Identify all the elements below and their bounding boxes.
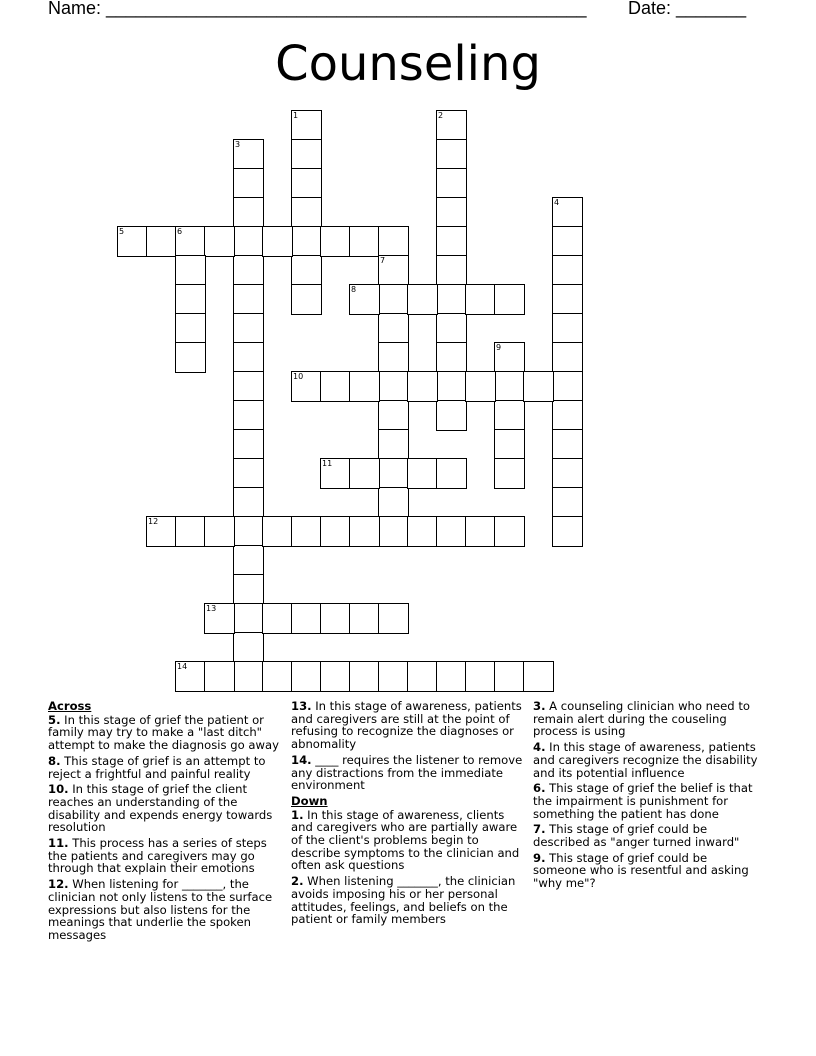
clue-number: 10 bbox=[293, 372, 304, 381]
clue-item bbox=[533, 782, 763, 820]
clue-number: 12. bbox=[48, 877, 69, 892]
grid-cell[interactable] bbox=[378, 400, 409, 431]
grid-cell[interactable] bbox=[378, 458, 409, 489]
grid-cell[interactable] bbox=[494, 458, 525, 489]
grid-cell[interactable] bbox=[552, 400, 583, 431]
grid-cell[interactable] bbox=[233, 197, 264, 228]
clue-number: 8 bbox=[351, 285, 357, 294]
name-field[interactable]: Name: ________________________________________________ bbox=[48, 0, 587, 18]
clue-item bbox=[533, 852, 763, 890]
grid-cell[interactable] bbox=[262, 226, 293, 257]
grid-cell[interactable] bbox=[494, 661, 525, 692]
clue-number: 7 bbox=[380, 256, 386, 265]
grid-cell[interactable] bbox=[378, 429, 409, 460]
grid-cell[interactable] bbox=[291, 516, 322, 547]
clue-text: When listening for _______, the clinician not only listens to the surface expressions but also listens for the meanings that underlie the spoken messages bbox=[48, 877, 273, 942]
grid-cell[interactable] bbox=[436, 139, 467, 170]
grid-cell[interactable] bbox=[552, 226, 583, 257]
grid-cell[interactable] bbox=[378, 516, 409, 547]
clue-number: 3. bbox=[533, 699, 546, 713]
clue-text: This process has a series of steps the patients and caregivers may go through that explain their emotions bbox=[48, 836, 267, 876]
grid-cell[interactable] bbox=[233, 226, 264, 257]
grid-cell[interactable] bbox=[552, 255, 583, 286]
grid-cell[interactable] bbox=[378, 342, 409, 373]
clue-number: 7. bbox=[533, 822, 546, 837]
grid-cell[interactable] bbox=[494, 284, 525, 315]
grid-cell[interactable] bbox=[523, 661, 554, 692]
clue-item bbox=[291, 754, 529, 792]
clue-text: This stage of grief the belief is that the impairment is punishment for something the patient has done bbox=[533, 781, 753, 821]
grid-cell[interactable] bbox=[291, 110, 322, 141]
grid-cell[interactable] bbox=[378, 226, 409, 257]
clue-item bbox=[291, 700, 529, 751]
grid-cell[interactable] bbox=[436, 661, 467, 692]
clue-number: 11. bbox=[48, 836, 69, 851]
grid-cell[interactable] bbox=[146, 226, 177, 257]
grid-cell[interactable] bbox=[407, 516, 438, 547]
grid-cell[interactable] bbox=[262, 603, 293, 634]
clue-item bbox=[291, 809, 529, 873]
clue-number: 2 bbox=[438, 111, 444, 120]
grid-cell[interactable] bbox=[552, 458, 583, 489]
grid-cell[interactable] bbox=[233, 661, 264, 692]
clue-number: 5 bbox=[119, 227, 125, 236]
clue-item bbox=[533, 823, 763, 848]
clue-number: 13 bbox=[206, 604, 217, 613]
grid-cell[interactable] bbox=[291, 603, 322, 634]
grid-cell[interactable] bbox=[436, 458, 467, 489]
grid-cell[interactable] bbox=[233, 458, 264, 489]
grid-cell[interactable] bbox=[233, 139, 264, 170]
clue-item bbox=[291, 875, 529, 926]
grid-cell[interactable] bbox=[291, 226, 322, 257]
grid-cell[interactable] bbox=[465, 516, 496, 547]
grid-cell[interactable] bbox=[407, 371, 438, 402]
grid-cell[interactable] bbox=[204, 516, 235, 547]
grid-cell[interactable] bbox=[378, 603, 409, 634]
grid-cell[interactable] bbox=[552, 371, 583, 402]
clue-number: 1 bbox=[293, 111, 299, 120]
grid-cell[interactable] bbox=[494, 429, 525, 460]
clue-number: 6. bbox=[533, 781, 546, 796]
grid-cell[interactable] bbox=[320, 661, 351, 692]
grid-cell[interactable] bbox=[175, 313, 206, 344]
grid-cell[interactable] bbox=[378, 284, 409, 315]
grid-cell[interactable] bbox=[233, 313, 264, 344]
grid-cell[interactable] bbox=[349, 603, 380, 634]
grid-cell[interactable] bbox=[552, 516, 583, 547]
grid-cell[interactable] bbox=[436, 342, 467, 373]
grid-cell[interactable] bbox=[233, 516, 264, 547]
across-heading: Across bbox=[48, 699, 92, 713]
clue-item bbox=[533, 700, 763, 738]
grid-cell[interactable] bbox=[233, 487, 264, 518]
grid-cell[interactable] bbox=[233, 342, 264, 373]
grid-cell[interactable] bbox=[436, 516, 467, 547]
grid-cell[interactable] bbox=[407, 284, 438, 315]
clue-item bbox=[48, 837, 286, 875]
grid-cell[interactable] bbox=[552, 487, 583, 518]
grid-cell[interactable] bbox=[233, 255, 264, 286]
grid-cell[interactable] bbox=[291, 197, 322, 228]
grid-cell[interactable] bbox=[378, 313, 409, 344]
grid-cell[interactable] bbox=[349, 661, 380, 692]
grid-cell[interactable] bbox=[175, 661, 206, 692]
clue-number: 14 bbox=[177, 662, 188, 671]
grid-cell[interactable] bbox=[494, 342, 525, 373]
grid-cell[interactable] bbox=[291, 255, 322, 286]
grid-cell[interactable] bbox=[233, 603, 264, 634]
grid-cell[interactable] bbox=[320, 516, 351, 547]
grid-cell[interactable] bbox=[204, 226, 235, 257]
clue-number: 13. bbox=[291, 699, 312, 713]
grid-cell[interactable] bbox=[349, 284, 380, 315]
grid-cell[interactable] bbox=[436, 400, 467, 431]
clue-number: 12 bbox=[148, 517, 159, 526]
clues-column-2 bbox=[291, 700, 529, 929]
grid-cell[interactable] bbox=[320, 226, 351, 257]
grid-cell[interactable] bbox=[291, 168, 322, 199]
grid-cell[interactable] bbox=[320, 603, 351, 634]
clue-text: In this stage of awareness, patients and caregivers are still at the point of refusing to recognize the diagnoses or abnomality bbox=[291, 699, 522, 752]
grid-cell[interactable] bbox=[494, 371, 525, 402]
grid-cell[interactable] bbox=[233, 400, 264, 431]
clues-column-1 bbox=[48, 700, 286, 945]
clue-number: 9 bbox=[496, 343, 502, 352]
clue-text: This stage of grief is an attempt to reject a frightful and painful reality bbox=[48, 753, 266, 781]
grid-cell[interactable] bbox=[407, 458, 438, 489]
grid-cell[interactable] bbox=[552, 284, 583, 315]
clue-text: ____ requires the listener to remove any distractions from the immediate environment bbox=[291, 752, 523, 793]
clue-text: In this stage of awareness, clients and caregivers who are partially aware of the client's problems begin to describe symptoms to the clinician and often ask questions bbox=[291, 807, 520, 873]
grid-cell[interactable] bbox=[349, 516, 380, 547]
grid-cell[interactable] bbox=[349, 226, 380, 257]
grid-cell[interactable] bbox=[291, 284, 322, 315]
grid-cell[interactable] bbox=[233, 429, 264, 460]
clue-number: 4. bbox=[533, 740, 546, 755]
page-title: Counseling bbox=[275, 36, 541, 92]
grid-cell[interactable] bbox=[465, 661, 496, 692]
grid-cell[interactable] bbox=[378, 255, 409, 286]
clue-number: 2. bbox=[291, 874, 304, 889]
grid-cell[interactable] bbox=[349, 371, 380, 402]
grid-cell[interactable] bbox=[436, 371, 467, 402]
clue-item bbox=[48, 783, 286, 834]
down-heading: Down bbox=[291, 793, 328, 808]
clue-number: 11 bbox=[322, 459, 333, 468]
grid-cell[interactable] bbox=[262, 661, 293, 692]
clue-number: 4 bbox=[554, 198, 560, 207]
grid-cell[interactable] bbox=[378, 661, 409, 692]
grid-cell[interactable] bbox=[233, 545, 264, 576]
grid-cell[interactable] bbox=[175, 255, 206, 286]
grid-cell[interactable] bbox=[378, 371, 409, 402]
grid-cell[interactable] bbox=[436, 226, 467, 257]
grid-cell[interactable] bbox=[552, 429, 583, 460]
grid-cell[interactable] bbox=[233, 632, 264, 663]
clue-number: 9. bbox=[533, 850, 546, 865]
grid-cell[interactable] bbox=[552, 342, 583, 373]
clue-number: 10. bbox=[48, 782, 69, 797]
clue-item bbox=[48, 714, 286, 752]
grid-cell[interactable] bbox=[378, 487, 409, 518]
grid-cell[interactable] bbox=[204, 661, 235, 692]
grid-cell[interactable] bbox=[175, 284, 206, 315]
grid-cell[interactable] bbox=[175, 342, 206, 373]
clue-item bbox=[48, 755, 286, 780]
grid-cell[interactable] bbox=[436, 255, 467, 286]
grid-cell[interactable] bbox=[117, 226, 148, 257]
clue-text: When listening _______, the clinician avoids imposing his or her personal attitudes, feelings, and beliefs on the patient or family members bbox=[291, 874, 516, 927]
grid-cell[interactable] bbox=[204, 603, 235, 634]
grid-cell[interactable] bbox=[552, 313, 583, 344]
clues-column-3 bbox=[533, 700, 763, 893]
grid-cell[interactable] bbox=[291, 661, 322, 692]
clue-text: In this stage of grief the patient or family may try to make a "last ditch" attempt to make the diagnosis go away bbox=[48, 712, 279, 753]
date-field[interactable]: Date: _______ bbox=[628, 0, 747, 18]
clue-number: 3 bbox=[235, 140, 241, 149]
clue-text: A counseling clinician who need to remain alert during the couseling process is using bbox=[533, 699, 750, 739]
clue-text: In this stage of grief the client reaches an understanding of the disability and expends energy towards resolution bbox=[48, 782, 273, 835]
grid-cell[interactable] bbox=[494, 516, 525, 547]
clue-text: In this stage of awareness, patients and caregivers recognize the disability and its potential influence bbox=[533, 740, 758, 780]
grid-cell[interactable] bbox=[233, 371, 264, 402]
grid-cell[interactable] bbox=[175, 226, 206, 257]
clue-item bbox=[533, 741, 763, 779]
grid-cell[interactable] bbox=[436, 284, 467, 315]
grid-cell[interactable] bbox=[320, 458, 351, 489]
grid-cell[interactable] bbox=[175, 516, 206, 547]
grid-cell[interactable] bbox=[233, 284, 264, 315]
grid-cell[interactable] bbox=[552, 197, 583, 228]
clue-item bbox=[48, 878, 286, 942]
grid-cell[interactable] bbox=[465, 284, 496, 315]
clue-number: 6 bbox=[177, 227, 183, 236]
clue-text: This stage of grief could be someone who is resentful and asking "why me"? bbox=[533, 850, 749, 891]
grid-cell[interactable] bbox=[436, 110, 467, 141]
clue-number: 1. bbox=[291, 807, 304, 822]
grid-cell[interactable] bbox=[436, 168, 467, 199]
grid-cell[interactable] bbox=[349, 458, 380, 489]
clue-number: 14. bbox=[291, 752, 312, 767]
clue-text: This stage of grief could be described as "anger turned inward" bbox=[533, 822, 740, 850]
clue-number: 8. bbox=[48, 753, 61, 768]
grid-cell[interactable] bbox=[233, 168, 264, 199]
grid-cell[interactable] bbox=[262, 516, 293, 547]
grid-cell[interactable] bbox=[494, 400, 525, 431]
grid-cell[interactable] bbox=[233, 574, 264, 605]
grid-cell[interactable] bbox=[523, 371, 554, 402]
grid-cell[interactable] bbox=[465, 371, 496, 402]
grid-cell[interactable] bbox=[146, 516, 177, 547]
clue-number: 5. bbox=[48, 712, 61, 727]
grid-cell[interactable] bbox=[436, 313, 467, 344]
grid-cell[interactable] bbox=[291, 139, 322, 170]
grid-cell[interactable] bbox=[320, 371, 351, 402]
grid-cell[interactable] bbox=[291, 371, 322, 402]
grid-cell[interactable] bbox=[436, 197, 467, 228]
grid-cell[interactable] bbox=[407, 661, 438, 692]
